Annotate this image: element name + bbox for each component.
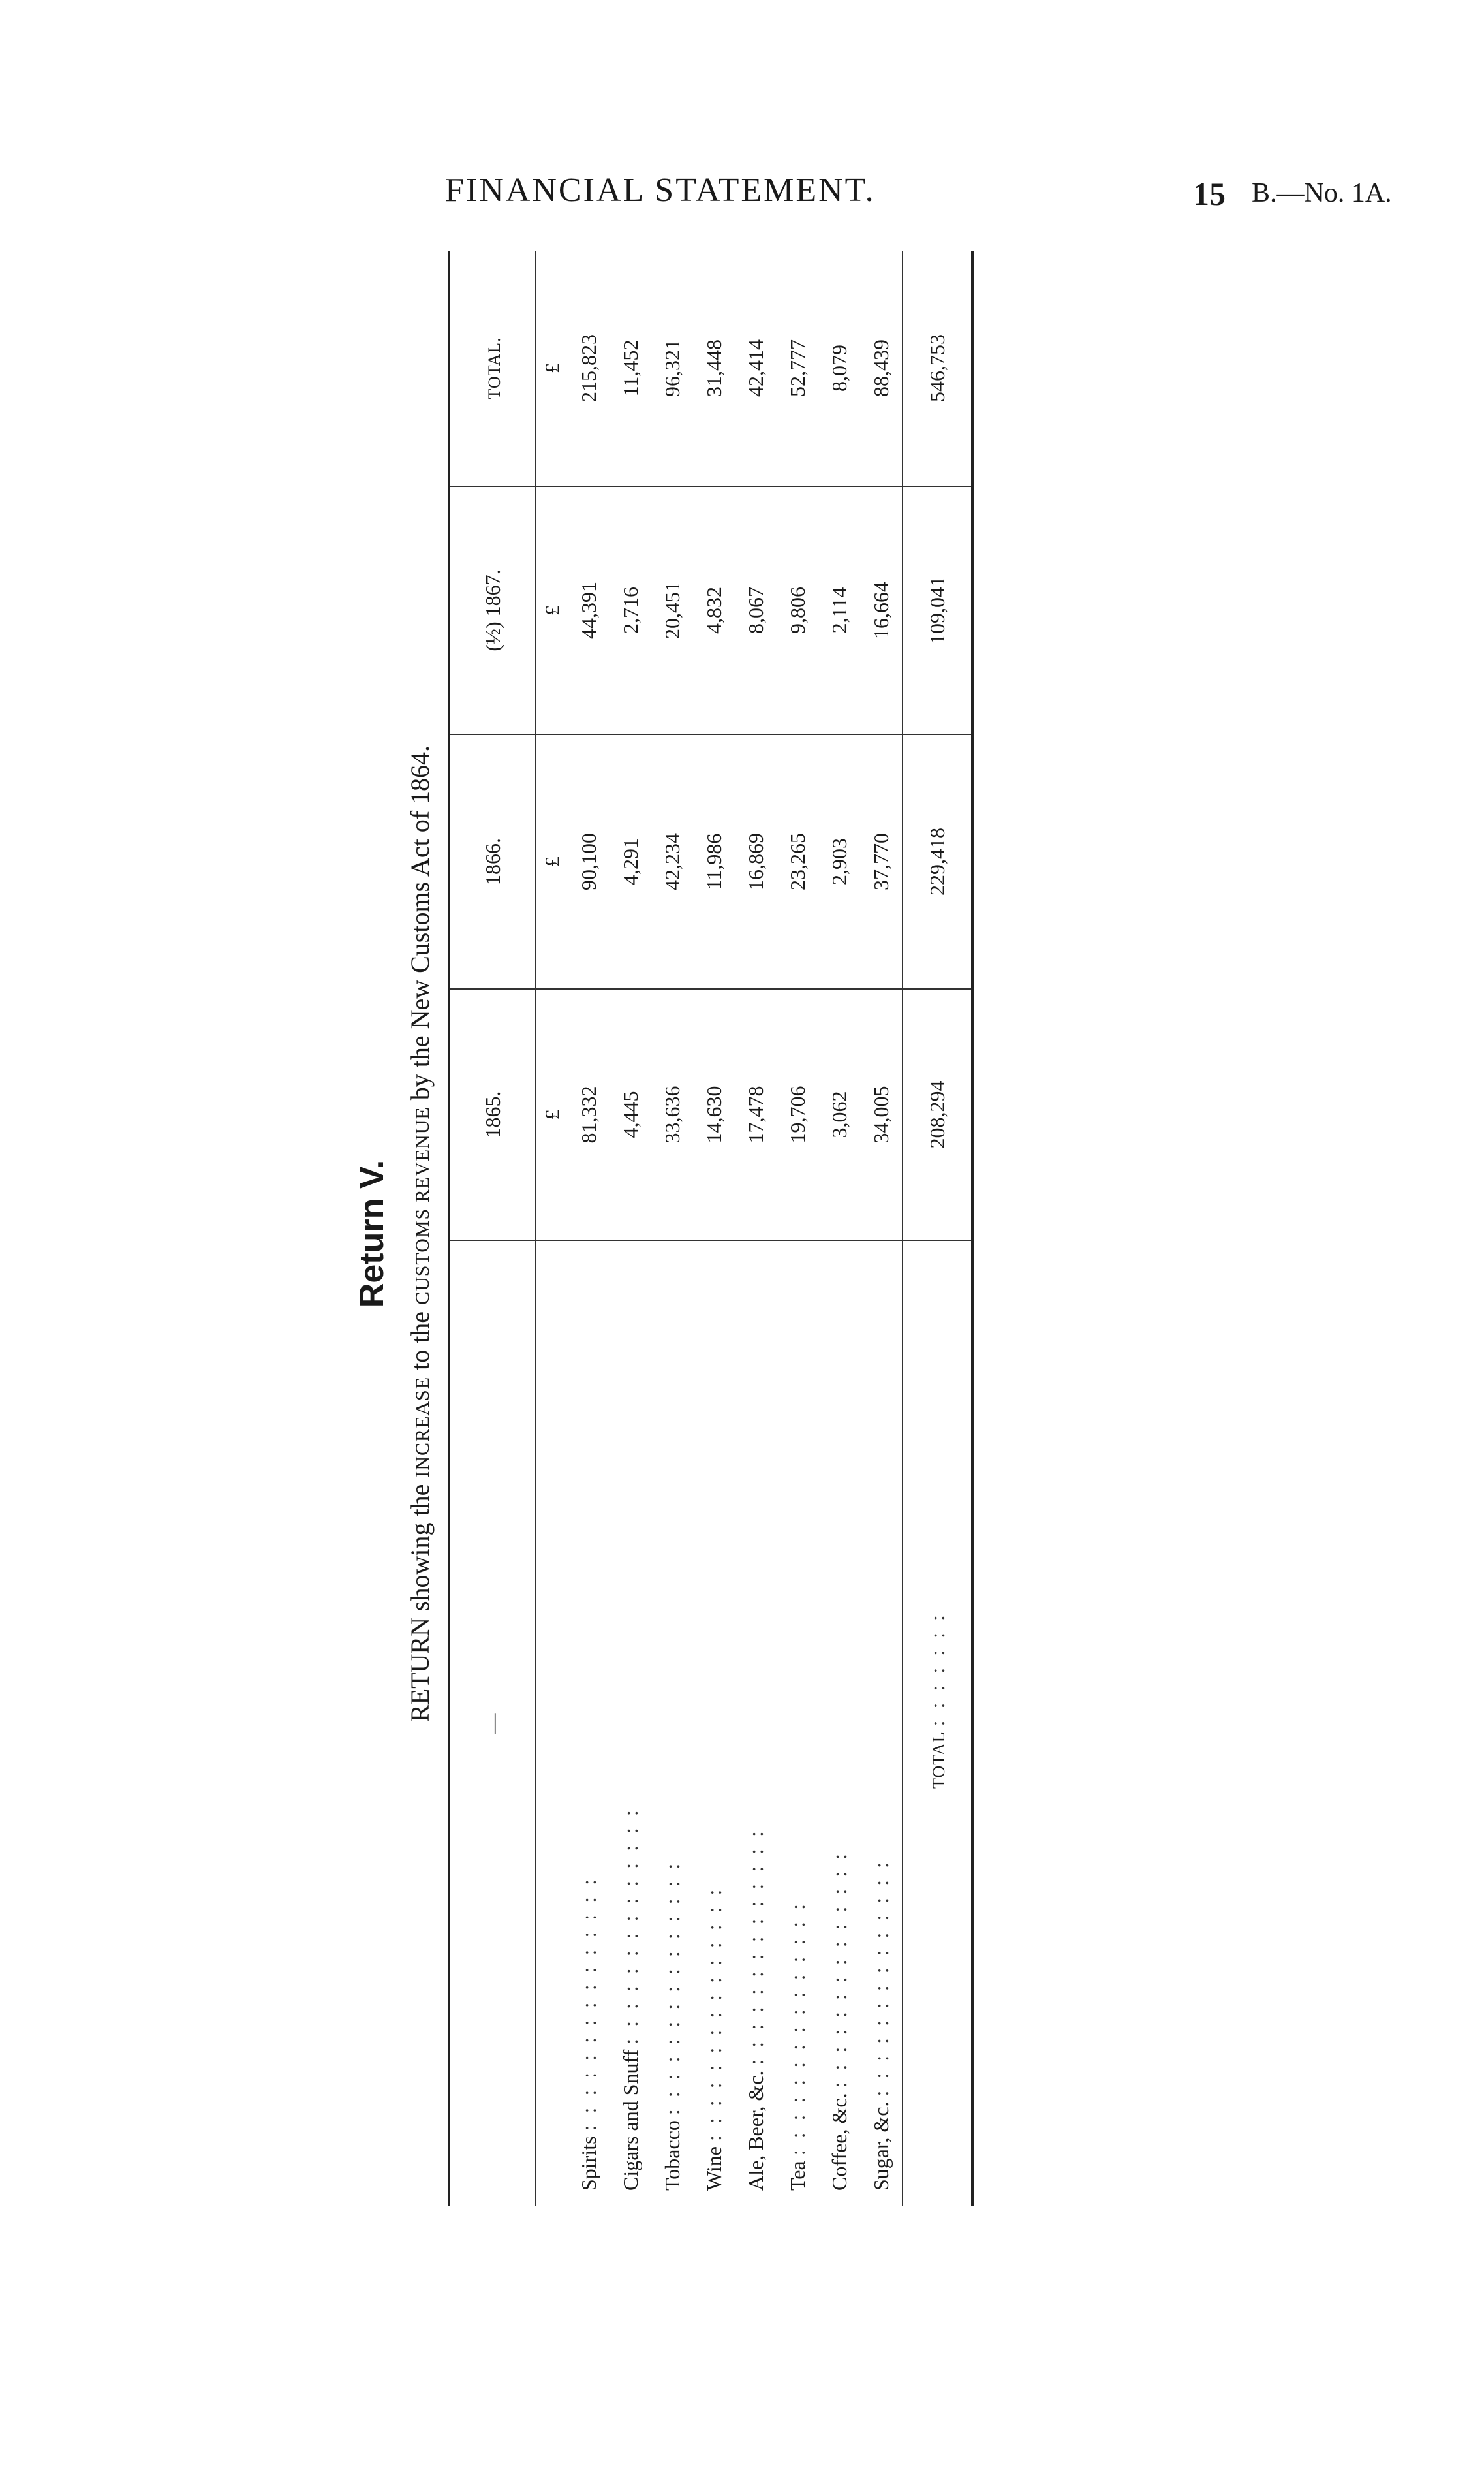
total-total: 546,753 — [903, 251, 972, 486]
column-header-total — [449, 251, 536, 486]
table-row-label: Ale, Beer, &c. :::::::::::::: — [744, 1819, 767, 2191]
table-row-label: Tea ::::::::::::::: — [786, 1892, 809, 2191]
leader-dots: ::::::: — [925, 1603, 949, 1727]
table-row-label: Cigars and Snuff :::::::::::::: — [619, 1798, 642, 2191]
table-cell: 3,062 — [827, 1091, 851, 1138]
table-cell: 16,664 — [869, 582, 893, 639]
table-cell: 4,291 — [619, 838, 642, 885]
table-cell: 17,478 — [744, 1086, 767, 1144]
table-cell: 52,777 — [786, 339, 809, 397]
table-cell: 11,452 — [619, 339, 642, 397]
document-reference: B.—No. 1A. — [1252, 178, 1392, 208]
table-cell: 88,439 — [869, 339, 893, 397]
table-cell: 4,832 — [702, 587, 726, 634]
table-cell: 9,806 — [786, 587, 809, 634]
table-row-label: Tobacco ::::::::::::::: — [660, 1851, 684, 2191]
table-row-label: Spirits ::::::::::::::: — [577, 1868, 600, 2191]
total-label-cell — [903, 1240, 972, 2206]
table-cell: 2,716 — [619, 587, 642, 634]
rotated-return-block — [339, 248, 992, 2206]
column-header-1867: (½) 1867. — [449, 486, 536, 734]
table-cell: 42,414 — [744, 339, 767, 397]
table-row-label: Sugar, &c. :::::::::::::: — [869, 1851, 893, 2191]
table-cell: 23,265 — [786, 833, 809, 890]
table-cell: 14,630 — [702, 1086, 726, 1144]
return-subtitle-part-a: RETURN showing the — [405, 1477, 435, 1723]
return-subtitle — [405, 261, 435, 2206]
table-cell: 16,869 — [744, 833, 767, 890]
table-cell: 34,005 — [869, 1086, 893, 1144]
return-subtitle-customs-revenue: CUSTOMS REVENUE — [412, 1106, 433, 1305]
total-1866: 229,418 — [903, 734, 972, 989]
column-total-values — [536, 251, 903, 486]
table-cell: 8,067 — [744, 587, 767, 634]
return-subtitle-increase: INCREASE — [412, 1376, 433, 1478]
table-cell: 96,321 — [660, 339, 684, 397]
unit-symbol: £ — [540, 363, 564, 373]
table-row-label: Coffee, &c. :::::::::::::: — [827, 1841, 851, 2191]
return-subtitle-part-c: by the New Customs Act of 1864. — [405, 745, 435, 1107]
table-cell: 11,986 — [702, 833, 726, 890]
unit-spacer — [536, 1241, 568, 2206]
table-header-row — [449, 251, 536, 2206]
table-cell: 33,636 — [660, 1086, 684, 1144]
table-cell: 44,391 — [577, 582, 600, 639]
column-1866-values — [536, 734, 903, 989]
table-cell: 81,332 — [577, 1086, 600, 1144]
table-cell: 20,451 — [660, 582, 684, 639]
column-header-total-text: TOTAL. — [484, 337, 504, 399]
table-cell: 37,770 — [869, 833, 893, 890]
unit-symbol: £ — [540, 1109, 564, 1120]
table-cell: 4,445 — [619, 1091, 642, 1138]
column-1867-values — [536, 486, 903, 734]
total-1865: 208,294 — [903, 989, 972, 1240]
return-heading: Return V. — [353, 1159, 391, 1308]
page-header-title: FINANCIAL STATEMENT. — [445, 172, 876, 209]
label-column-header: — — [449, 1240, 536, 2206]
return-subtitle-part-b: to the — [405, 1304, 435, 1377]
column-1865-values — [536, 989, 903, 1240]
table-cell: 90,100 — [577, 833, 600, 890]
table-cell: 31,448 — [702, 339, 726, 397]
page-number: 15 — [1193, 176, 1226, 212]
total-1867: 109,041 — [903, 486, 972, 734]
row-labels-cell — [536, 1240, 903, 2206]
table-total-row — [903, 251, 972, 2206]
table-cell: 8,079 — [827, 345, 851, 392]
table-row-label: Wine ::::::::::::::: — [702, 1877, 726, 2191]
table-cell: 2,114 — [827, 587, 851, 634]
customs-revenue-table — [448, 251, 974, 2206]
column-header-1865: 1865. — [449, 989, 536, 1240]
table-cell: 19,706 — [786, 1086, 809, 1144]
table-cell: 42,234 — [660, 833, 684, 890]
table-cell: 2,903 — [827, 838, 851, 885]
table-cell: 215,823 — [577, 334, 600, 402]
total-label: TOTAL — [929, 1731, 948, 1789]
column-header-1866: 1866. — [449, 734, 536, 989]
table-body-row — [536, 251, 903, 2206]
unit-symbol: £ — [540, 856, 564, 867]
unit-symbol: £ — [540, 605, 564, 616]
